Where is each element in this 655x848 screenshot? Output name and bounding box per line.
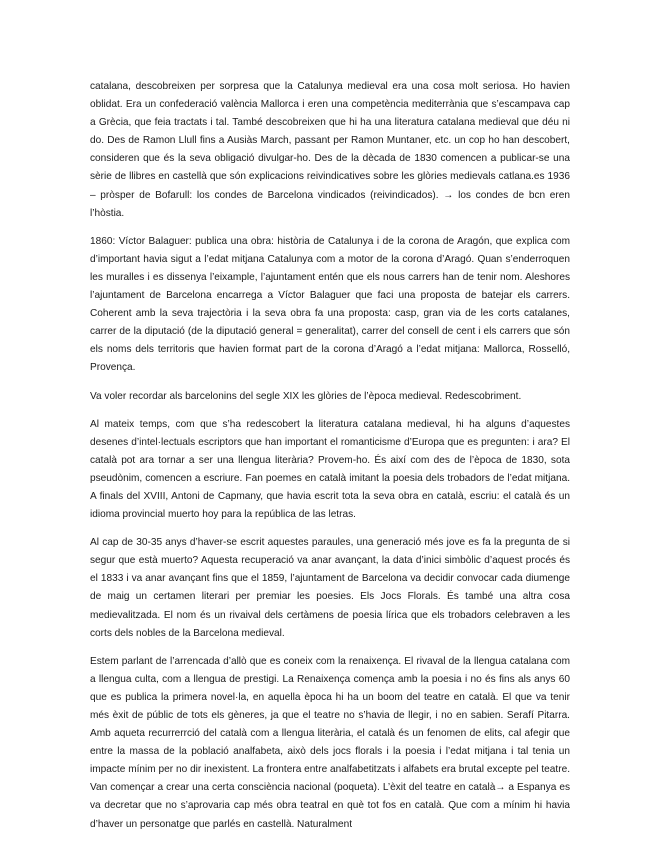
paragraph-2: 1860: Víctor Balaguer: publica una obra: història de Catalunya i de la corona de Aragón, que explica com d’important havia sigut a l’edat mitjana Catalunya com a motor de la corona d’Aragó. Quan s’enderroquen les muralles i es dissenya l’eixample, l’ajuntament entén que els nous carrers han de tenir nom. Aleshores l’ajuntament de Barcelona encarrega a Víctor Balaguer que faci una proposta de batejar els carrers. Coherent amb la seva trajectòria i la seva obra fa una proposta: casp, gran via de les corts catalanes, carrer de la diputació (de la diputació general = generalitat), carrer del consell de cent i els carrers que són els noms dels territoris que havien format part de la corona d’Aragó a l’edat mitjana: Mallorca, Rosselló, Provença. (90, 235, 570, 374)
paragraph-6: Estem parlant de l’arrencada d’allò que es coneix com la renaixença. El rivaval de la llengua catalana com a llengua culta, com a llengua de prestigi. La Renaixença comença amb la poesia i no és fins als anys 60 que es publica la primera novel·la, en aquella època hi ha un boom del teatre en català. El que va tenir més èxit de públic de tots els gèneres, ja que el teatre no s’havia de llegir, i no en sabien. Serafí Pitarra. Amb aqueta recurrerrció del català com a llengua literària, el català és un fenomen de elits, cal afegir que entre la massa de la població analfabeta, això dels jocs florals i la poesia i l’edat mitjana i tal tenia un impacte mínim per no dir inexistent. La frontera entre analfabetitzats i alfabets era brutal excepte pel teatre. Van començar a crear una certa consciència nacional (poqueta). L’èxit del teatre en català→ a Espanya es va decretar que no s’aprovaria cap més obra teatral en què tot fos en català. Que com a mínim hi havia d’haver un personatge que parlés en castellà. Naturalment (90, 655, 570, 830)
paragraph-3: Va voler recordar als barcelonins del segle XIX les glòries de l’època medieval. Redescobriment. (90, 390, 522, 402)
paragraph-1: catalana, descobreixen per sorpresa que la Catalunya medieval era una cosa molt seriosa. Ho havien oblidat. Era un confederació valència Mallorca i eren una competència mediterrània que s’escampava cap a Grècia, que feia tractats i tal. També descobreixen que hi ha una literatura catalana medieval que déu ni do. Des de Ramon Llull fins a Ausiàs March, passant per Ramon Muntaner, etc. un cop ho han descobert, consideren que és la seva obligació divulgar-ho. Des de la dècada de 1830 comencen a publicar-se una sèrie de llibres en castellà que són explicacions reivindicatives sobre les glòries medievals catlana.es 1936 – pròsper de Bofarull: los condes de Barcelona vindicados (reivindicados). → los condes de bcn eren l’hòstia. (90, 81, 570, 219)
paragraph-4: Al mateix temps, com que s’ha redescobert la literatura catalana medieval, hi ha alguns d’aquestes desenes d’intel·lectuals escriptors que han important el romanticisme d’Europa que es pregunten: i ara? El català pot ara tornar a ser una llengua literària? Provem-ho. És així com des de l’època de 1830, sota pseudònim, comencen a escriure. Fan poemes en català imitant la poesia dels trobadors de l’edat mitjana. A finals del XVIII, Antoni de Capmany, que havia escrit tota la seva obra en català, escriu: el català és un idioma provincial muerto hoy para la república de las letras. (90, 418, 570, 521)
paragraph-5: Al cap de 30-35 anys d’haver-se escrit aquestes paraules, una generació més jove es fa la pregunta de si segur que està muerto? Aquesta recuperació va anar avançant, la data d’inici simbòlic d’aquest procés és el 1833 i va anar avançant fins que el 1859, l’ajuntament de Barcelona va decidir convocar cada diumenge de maig un certamen literari per premiar les poesies. Els Jocs Florals. És també una altra cosa medievalitzada. El nom és un rivaival dels certàmens de poesia lírica que els trobadors celebraven a les corts dels nobles de la Barcelona medieval. (90, 537, 570, 639)
document-page (90, 78, 570, 844)
